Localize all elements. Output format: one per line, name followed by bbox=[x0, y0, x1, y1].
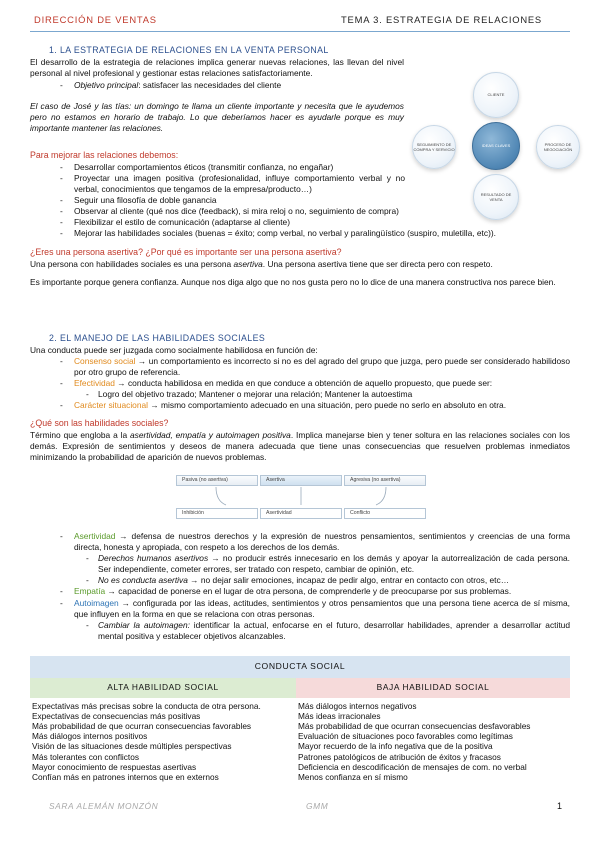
list-item: Más diálogos internos negativos bbox=[298, 701, 417, 711]
consenso-label: Consenso social bbox=[74, 355, 136, 366]
assertive-text-b: asertiva bbox=[233, 258, 263, 269]
case-text: El caso de José y las tías: un domingo te llama un cliente importante y necesita que le ayudemos pero no estamos en horario de trabajo. Lo que deberíamos hacer es ayudarle porque es muy importante mantener las relaciones. bbox=[30, 101, 404, 134]
header-divider bbox=[30, 31, 570, 32]
what-title: ¿Qué son las habilidades sociales? bbox=[30, 418, 169, 429]
scale-connector-lines bbox=[176, 487, 426, 509]
caracter-item bbox=[30, 400, 570, 411]
table-title: CONDUCTA SOCIAL bbox=[30, 656, 570, 678]
footer-course: GMM bbox=[306, 801, 329, 811]
section1-title: 1. LA ESTRATEGIA DE RELACIONES EN LA VENTA PERSONAL bbox=[49, 45, 329, 55]
scale-asertividad: Asertividad bbox=[260, 508, 342, 519]
cambiar-label: Cambiar la autoimagen: bbox=[98, 619, 190, 630]
autoimagen-item bbox=[30, 598, 570, 620]
conduct-table bbox=[30, 656, 570, 782]
diagram-node-left: SEGUIMIENTO DE COMPRA Y SERVICIO bbox=[412, 125, 456, 169]
asertividad-text: → defensa de nuestros derechos y la expresión de nuestros pensamientos, sentimientos y creencias de una forma directa, honesta y apropiada, con respeto a los derechos de los demás. bbox=[74, 531, 570, 553]
assertiveness-scale bbox=[176, 475, 426, 525]
list-item: Mayor conocimiento de respuestas asertivas bbox=[32, 761, 197, 772]
scale-asertiva: Asertiva bbox=[260, 475, 342, 486]
empatia-item bbox=[30, 586, 570, 597]
skills-block bbox=[30, 531, 570, 642]
list-item: Más probabilidad de que ocurran consecuencias desfavorables bbox=[298, 721, 531, 732]
consenso-text: → un comportamiento es incorrecto si no es del agrado del grupo que juzga, pero puede ser considerado habilidoso por otro grupo de referencia. bbox=[74, 355, 570, 377]
objective-text: : satisfacer las necesidades del cliente bbox=[138, 80, 282, 91]
efectividad-label: Efectividad bbox=[74, 377, 115, 388]
list-item: Deficiencia en descodificación de mensajes de com. no verbal bbox=[298, 761, 527, 772]
asertividad-label: Asertividad bbox=[74, 531, 116, 541]
efectividad-text: → conducta habilidosa en medida en que conduce a obtención de aquello propuesto, que puede ser: bbox=[114, 377, 493, 388]
list-item: Patrones patológicos de atribución de éxitos y fracasos bbox=[298, 751, 501, 762]
autoimagen-label: Autoimagen bbox=[74, 597, 119, 608]
caracter-text: → mismo comportamiento adecuado en una situación, pero puede no serlo en absoluto en otra. bbox=[148, 400, 507, 411]
trust-text: Es importante porque genera confianza. Aunque nos diga algo que no nos gusta pero no lo dice de una manera constructiva nos parece bien. bbox=[30, 276, 556, 287]
table-left-column bbox=[30, 698, 296, 782]
section1-intro: El desarrollo de la estrategia de relaciones implica generar nuevas relaciones, las llevan del nivel personal al nivel profesional y gestionar estas relaciones satisfactoriamente. bbox=[30, 57, 404, 79]
assertive-text-c: . Una persona asertiva tiene que ser directa pero con respeto. bbox=[262, 258, 493, 269]
objective-item bbox=[30, 80, 404, 91]
improve-item: - Observar al cliente (qué nos dice (feedback), si mira reloj o no, seguimiento de compra) bbox=[30, 206, 405, 217]
noes-label: No es conducta asertiva bbox=[98, 575, 188, 586]
list-item: Evaluación de situaciones poco favorables como legítimas bbox=[298, 731, 513, 742]
caracter-label: Carácter situacional bbox=[74, 400, 149, 411]
list-item: Más diálogos internos positivos bbox=[32, 731, 148, 742]
derechos-label: Derechos humanos asertivos bbox=[98, 553, 209, 564]
noes-text: → no dejar salir emociones, incapaz de pedir algo, entrar en contacto con otros, etc… bbox=[187, 575, 510, 586]
list-item: Expectativas más precisas sobre la conducta de otra persona. bbox=[32, 701, 261, 711]
consenso-item bbox=[30, 356, 570, 378]
asertividad-item bbox=[30, 531, 570, 553]
efectividad-item bbox=[30, 378, 570, 389]
noes-item bbox=[30, 575, 570, 586]
header-topic: TEMA 3. ESTRATEGIA DE RELACIONES bbox=[341, 14, 542, 25]
list-item: Menos confianza en sí mismo bbox=[298, 771, 408, 782]
what-text-b: asertividad, empatía y autoimagen positiva bbox=[129, 429, 291, 440]
list-item: Confían más en patrones internos que en externos bbox=[32, 771, 219, 782]
improve-block bbox=[30, 150, 570, 288]
diagram-node-bottom: RESULTADO DE VENTA bbox=[473, 174, 519, 220]
list-item: Expectativas de consecuencias más positivas bbox=[32, 711, 201, 722]
diagram-node-right: PROCESO DE NEGOCIACIÓN bbox=[536, 125, 580, 169]
section2-title: 2. EL MANEJO DE LAS HABILIDADES SOCIALES bbox=[49, 333, 266, 343]
improve-item: - Desarrollar comportamientos éticos (transmitir confianza, no engañar) bbox=[30, 162, 405, 173]
diagram-node-center: IDEAS CLAVES bbox=[472, 122, 520, 170]
assertive-text bbox=[30, 259, 570, 270]
page-number: 1 bbox=[557, 801, 563, 811]
what-text bbox=[30, 430, 570, 463]
diagram-node-client: CLIENTE bbox=[473, 72, 519, 118]
derechos-item bbox=[30, 553, 570, 575]
section2-intro: Una conducta puede ser juzgada como socialmente habilidosa en función de: bbox=[30, 344, 318, 355]
table-right-header: BAJA HABILIDAD SOCIAL bbox=[296, 678, 570, 698]
header-subject: DIRECCIÓN DE VENTAS bbox=[34, 14, 157, 25]
scale-agresiva: Agresiva (no asertiva) bbox=[344, 475, 426, 486]
cambiar-text: identificar la actual, enfocarse en el futuro, desarrollar habilidades, aprender a desarrollar actitud mental positiva y establecer objetivos alcanzables. bbox=[98, 619, 570, 641]
list-item: Más tolerantes con conflictos bbox=[32, 751, 139, 762]
improve-item: - Flexibilizar el estilo de comunicación (adaptarse al cliente) bbox=[30, 217, 545, 228]
efectividad-sub-item: - Logro del objetivo trazado; Mantener o mejorar una relación; Mantener la autoestima bbox=[30, 389, 570, 400]
scale-conflicto: Conflicto bbox=[344, 508, 426, 519]
improve-item: - Mejorar las habilidades sociales (buenas = éxito; comp verbal, no verbal y paralingüístico (suspiro, muletilla, etc)). bbox=[30, 228, 545, 239]
scale-inhibicion: Inhibición bbox=[176, 508, 258, 519]
section2-block bbox=[30, 333, 570, 463]
objective-label: Objetivo principal bbox=[74, 80, 139, 91]
what-text-a: Término que engloba a la bbox=[30, 429, 130, 440]
cambiar-item bbox=[30, 620, 570, 642]
improve-item: - Proyectar una imagen positiva (profesionalidad, influye comportamiento verbal y no verbal, conocimientos que tengamos de la empresa/producto…) bbox=[30, 173, 405, 195]
empatia-label: Empatía bbox=[74, 586, 106, 597]
empatia-text: → capacidad de ponerse en el lugar de otra persona, de comprenderle y de preocuparse por sus problemas. bbox=[105, 586, 512, 597]
list-item: Mayor recuerdo de la info negativa que de la positiva bbox=[298, 741, 493, 752]
derechos-text: → no producir estrés innecesario en los demás y apoyar la autorrealización de cada persona. Ser independiente, cometer errores, ser tratado con respeto, cambiar de opinión, etc. bbox=[98, 553, 570, 575]
scale-pasiva: Pasiva (no asertiva) bbox=[176, 475, 258, 486]
list-item: Más probabilidad de que ocurran consecuencias favorables bbox=[32, 721, 252, 732]
what-text-c: . Implica manejarse bien y tener soltura en las relaciones sociales con los demás. Expresión de sentimientos y deseos de manera adecuada que tiene unas consecuencias que resuelven problemas inmediatos minimizando la probabilidad de aparición de nuevos problemas. bbox=[30, 429, 570, 462]
table-left-header: ALTA HABILIDAD SOCIAL bbox=[30, 678, 296, 698]
footer-author: SARA ALEMÁN MONZÓN bbox=[49, 801, 159, 811]
table-right-column bbox=[296, 698, 570, 782]
section1-body bbox=[30, 57, 404, 135]
autoimagen-text: → configurada por las ideas, actitudes, sentimientos y otros pensamientos que una persona tiene acerca de sí misma, que influyen en la forma en que se relaciona con otras personas. bbox=[74, 597, 570, 619]
list-item: Visión de las situaciones desde múltiples perspectivas bbox=[32, 741, 232, 752]
assertive-text-a: Una persona con habilidades sociales es una persona bbox=[30, 258, 234, 269]
list-item: Más ideas irracionales bbox=[298, 711, 381, 722]
assertive-title: ¿Eres una persona asertiva? ¿Por qué es importante ser una persona asertiva? bbox=[30, 247, 342, 258]
improve-title: Para mejorar las relaciones debemos: bbox=[30, 150, 179, 160]
improve-item: - Seguir una filosofía de doble ganancia bbox=[30, 195, 405, 206]
